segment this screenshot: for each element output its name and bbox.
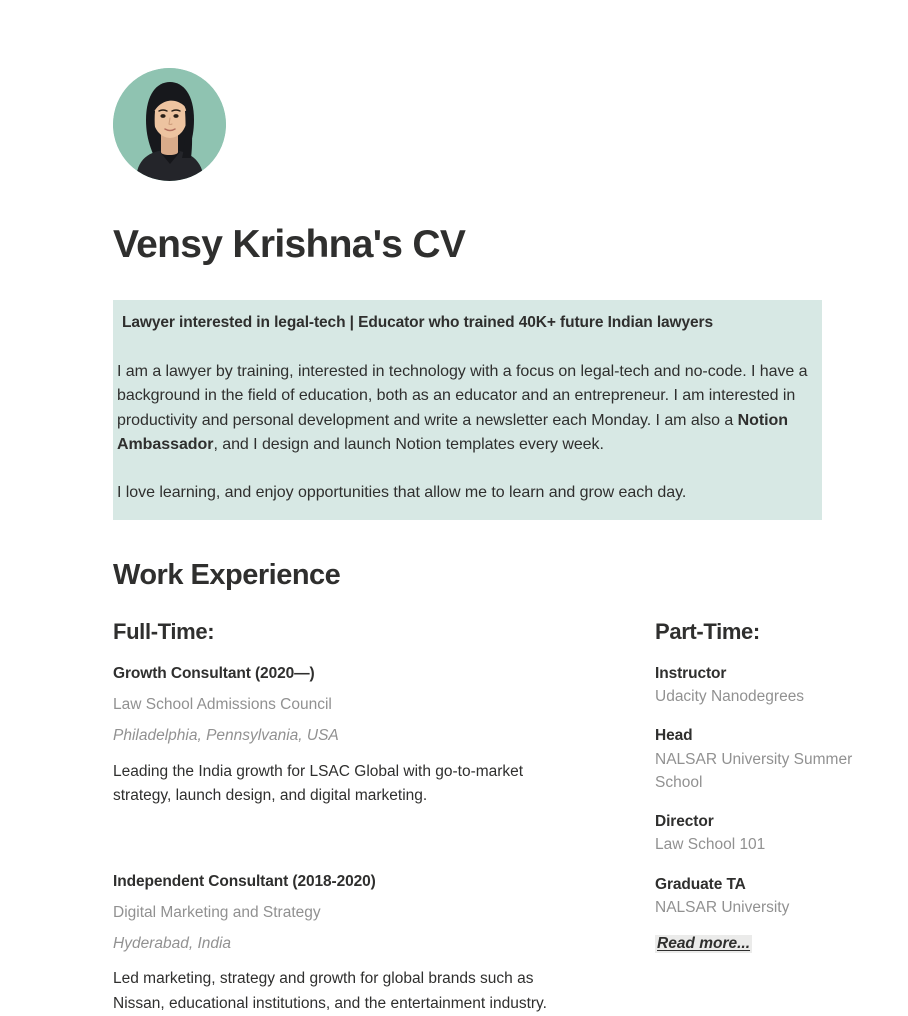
callout-block bbox=[113, 300, 822, 520]
full-time-heading: Full-Time: bbox=[113, 619, 215, 645]
role-organization: Law School 101 bbox=[655, 836, 766, 854]
avatar-container bbox=[113, 0, 822, 181]
job-description: Leading the India growth for LSAC Global with go-to-market strategy, launch design, and digital marketing. bbox=[113, 762, 524, 804]
section-heading-work-experience: Work Experience bbox=[113, 558, 341, 591]
part-time-heading: Part-Time: bbox=[655, 619, 760, 645]
role-title: Instructor bbox=[655, 664, 727, 682]
job-entry bbox=[113, 662, 600, 808]
role-entry bbox=[655, 662, 865, 709]
avatar bbox=[113, 68, 226, 181]
role-entry bbox=[655, 873, 865, 920]
job-organization: Digital Marketing and Strategy bbox=[113, 903, 321, 921]
job-location: Philadelphia, Pennsylvania, USA bbox=[113, 727, 339, 745]
job-title: Independent Consultant (2018-2020) bbox=[113, 872, 376, 890]
role-title: Head bbox=[655, 727, 693, 745]
job-organization: Law School Admissions Council bbox=[113, 696, 332, 714]
callout-paragraph-1-bold: Notion Ambassador bbox=[117, 411, 788, 454]
part-time-column bbox=[655, 618, 865, 953]
role-organization: Udacity Nanodegrees bbox=[655, 688, 805, 706]
job-location: Hyderabad, India bbox=[113, 935, 232, 953]
callout-heading: Lawyer interested in legal-tech | Educator who trained 40K+ future Indian lawyers bbox=[122, 313, 713, 331]
callout-paragraph-1 bbox=[117, 360, 814, 457]
read-more-link[interactable]: Read more... bbox=[657, 935, 751, 953]
role-title: Director bbox=[655, 813, 714, 831]
role-entry bbox=[655, 810, 865, 857]
job-entry bbox=[113, 870, 600, 1016]
role-organization: NALSAR University bbox=[655, 898, 790, 916]
role-organization: NALSAR University Summer School bbox=[655, 750, 853, 791]
page-title: Vensy Krishna's CV bbox=[113, 223, 466, 266]
callout-paragraph-2: I love learning, and enjoy opportunities that allow me to learn and grow each day. bbox=[117, 484, 687, 502]
callout-paragraph-1-text-a: I am a lawyer by training, interested in technology with a focus on legal-tech and no-code. I have a background in the field of education, both as an educator and an entrepreneur. I am interested in productivity and personal development and write a newsletter each Monday. I am also a bbox=[117, 363, 808, 429]
full-time-column bbox=[113, 618, 600, 1015]
profile-photo-icon bbox=[113, 68, 226, 181]
job-title: Growth Consultant (2020—) bbox=[113, 664, 315, 682]
work-experience-columns bbox=[113, 618, 853, 1015]
role-entry bbox=[655, 724, 865, 794]
role-title: Graduate TA bbox=[655, 875, 746, 893]
job-description: Led marketing, strategy and growth for global brands such as Nissan, educational institutions, and the entertainment industry. bbox=[113, 970, 547, 1012]
callout-paragraph-1-text-b: , and I design and launch Notion templates every week. bbox=[213, 436, 604, 454]
